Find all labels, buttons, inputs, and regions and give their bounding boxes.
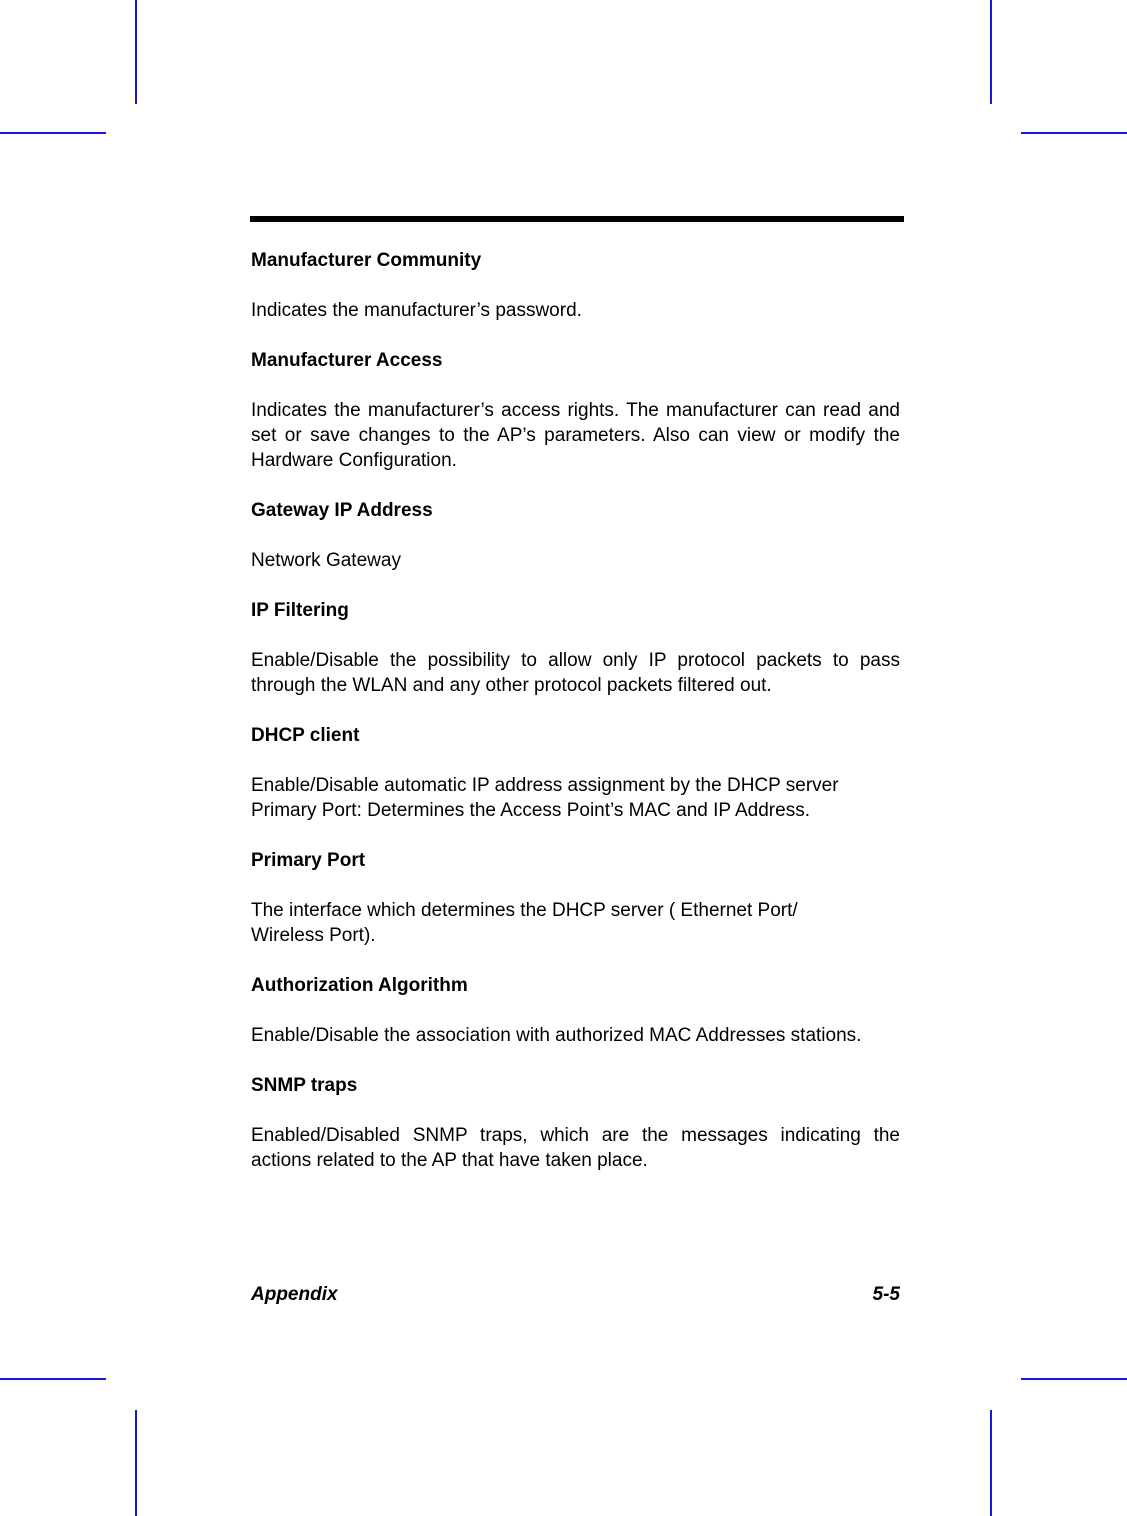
section-manufacturer-access: [251, 348, 900, 473]
term-description: [251, 1123, 900, 1173]
footer-chapter-title: Appendix: [251, 1284, 338, 1305]
footer-page-number: 5-5: [872, 1284, 900, 1305]
description-line: Wireless Port).: [251, 925, 376, 946]
crop-mark-top-left-horizontal: [0, 132, 106, 134]
term-description: [251, 298, 900, 323]
term-heading: Gateway IP Address: [251, 500, 433, 521]
term-heading: IP Filtering: [251, 600, 349, 621]
crop-mark-top-right-vertical: [990, 0, 992, 104]
section-snmp-traps: [251, 1073, 900, 1173]
section-manufacturer-community: [251, 248, 900, 323]
description-line: Indicates the manufacturer’s password.: [251, 300, 582, 321]
term-description: [251, 398, 900, 473]
crop-mark-top-right-horizontal: [1021, 132, 1127, 134]
header-rule: [250, 216, 904, 222]
definition-list: [251, 248, 900, 1198]
section-authorization-algorithm: [251, 973, 900, 1048]
description-line: Indicates the manufacturer’s access rights. The manufacturer can read and set or save changes to the AP’s parameters. Also can view or modify the Hardware Configuration.: [251, 400, 900, 471]
description-line: Primary Port: Determines the Access Point’s MAC and IP Address.: [251, 800, 810, 821]
section-gateway-ip-address: [251, 498, 900, 573]
description-line: Enable/Disable the possibility to allow only IP protocol packets to pass through the WLAN and any other protocol packets filtered out.: [251, 650, 900, 696]
term-heading: Manufacturer Community: [251, 250, 482, 271]
section-dhcp-client: [251, 723, 900, 823]
crop-mark-bottom-right-vertical: [990, 1410, 992, 1516]
description-line: Enabled/Disabled SNMP traps, which are the messages indicating the actions related to the AP that have taken place.: [251, 1125, 900, 1171]
term-heading: SNMP traps: [251, 1075, 358, 1096]
term-description: [251, 648, 900, 698]
crop-mark-bottom-right-horizontal: [1021, 1378, 1127, 1380]
term-heading: Authorization Algorithm: [251, 975, 468, 996]
term-heading: DHCP client: [251, 725, 360, 746]
term-description: [251, 548, 900, 573]
description-line: Network Gateway: [251, 550, 401, 571]
description-line: Enable/Disable the association with authorized MAC Addresses stations.: [251, 1025, 862, 1046]
term-description: [251, 773, 900, 823]
section-ip-filtering: [251, 598, 900, 698]
description-line: Enable/Disable automatic IP address assignment by the DHCP server: [251, 775, 839, 796]
description-line: The interface which determines the DHCP server ( Ethernet Port/: [251, 900, 798, 921]
crop-mark-bottom-left-vertical: [135, 1410, 137, 1516]
section-primary-port: [251, 848, 900, 948]
term-description: [251, 898, 900, 948]
term-heading: Primary Port: [251, 850, 366, 871]
term-heading: Manufacturer Access: [251, 350, 443, 371]
term-description: [251, 1023, 900, 1048]
crop-mark-top-left-vertical: [135, 0, 137, 104]
crop-mark-bottom-left-horizontal: [0, 1378, 106, 1380]
